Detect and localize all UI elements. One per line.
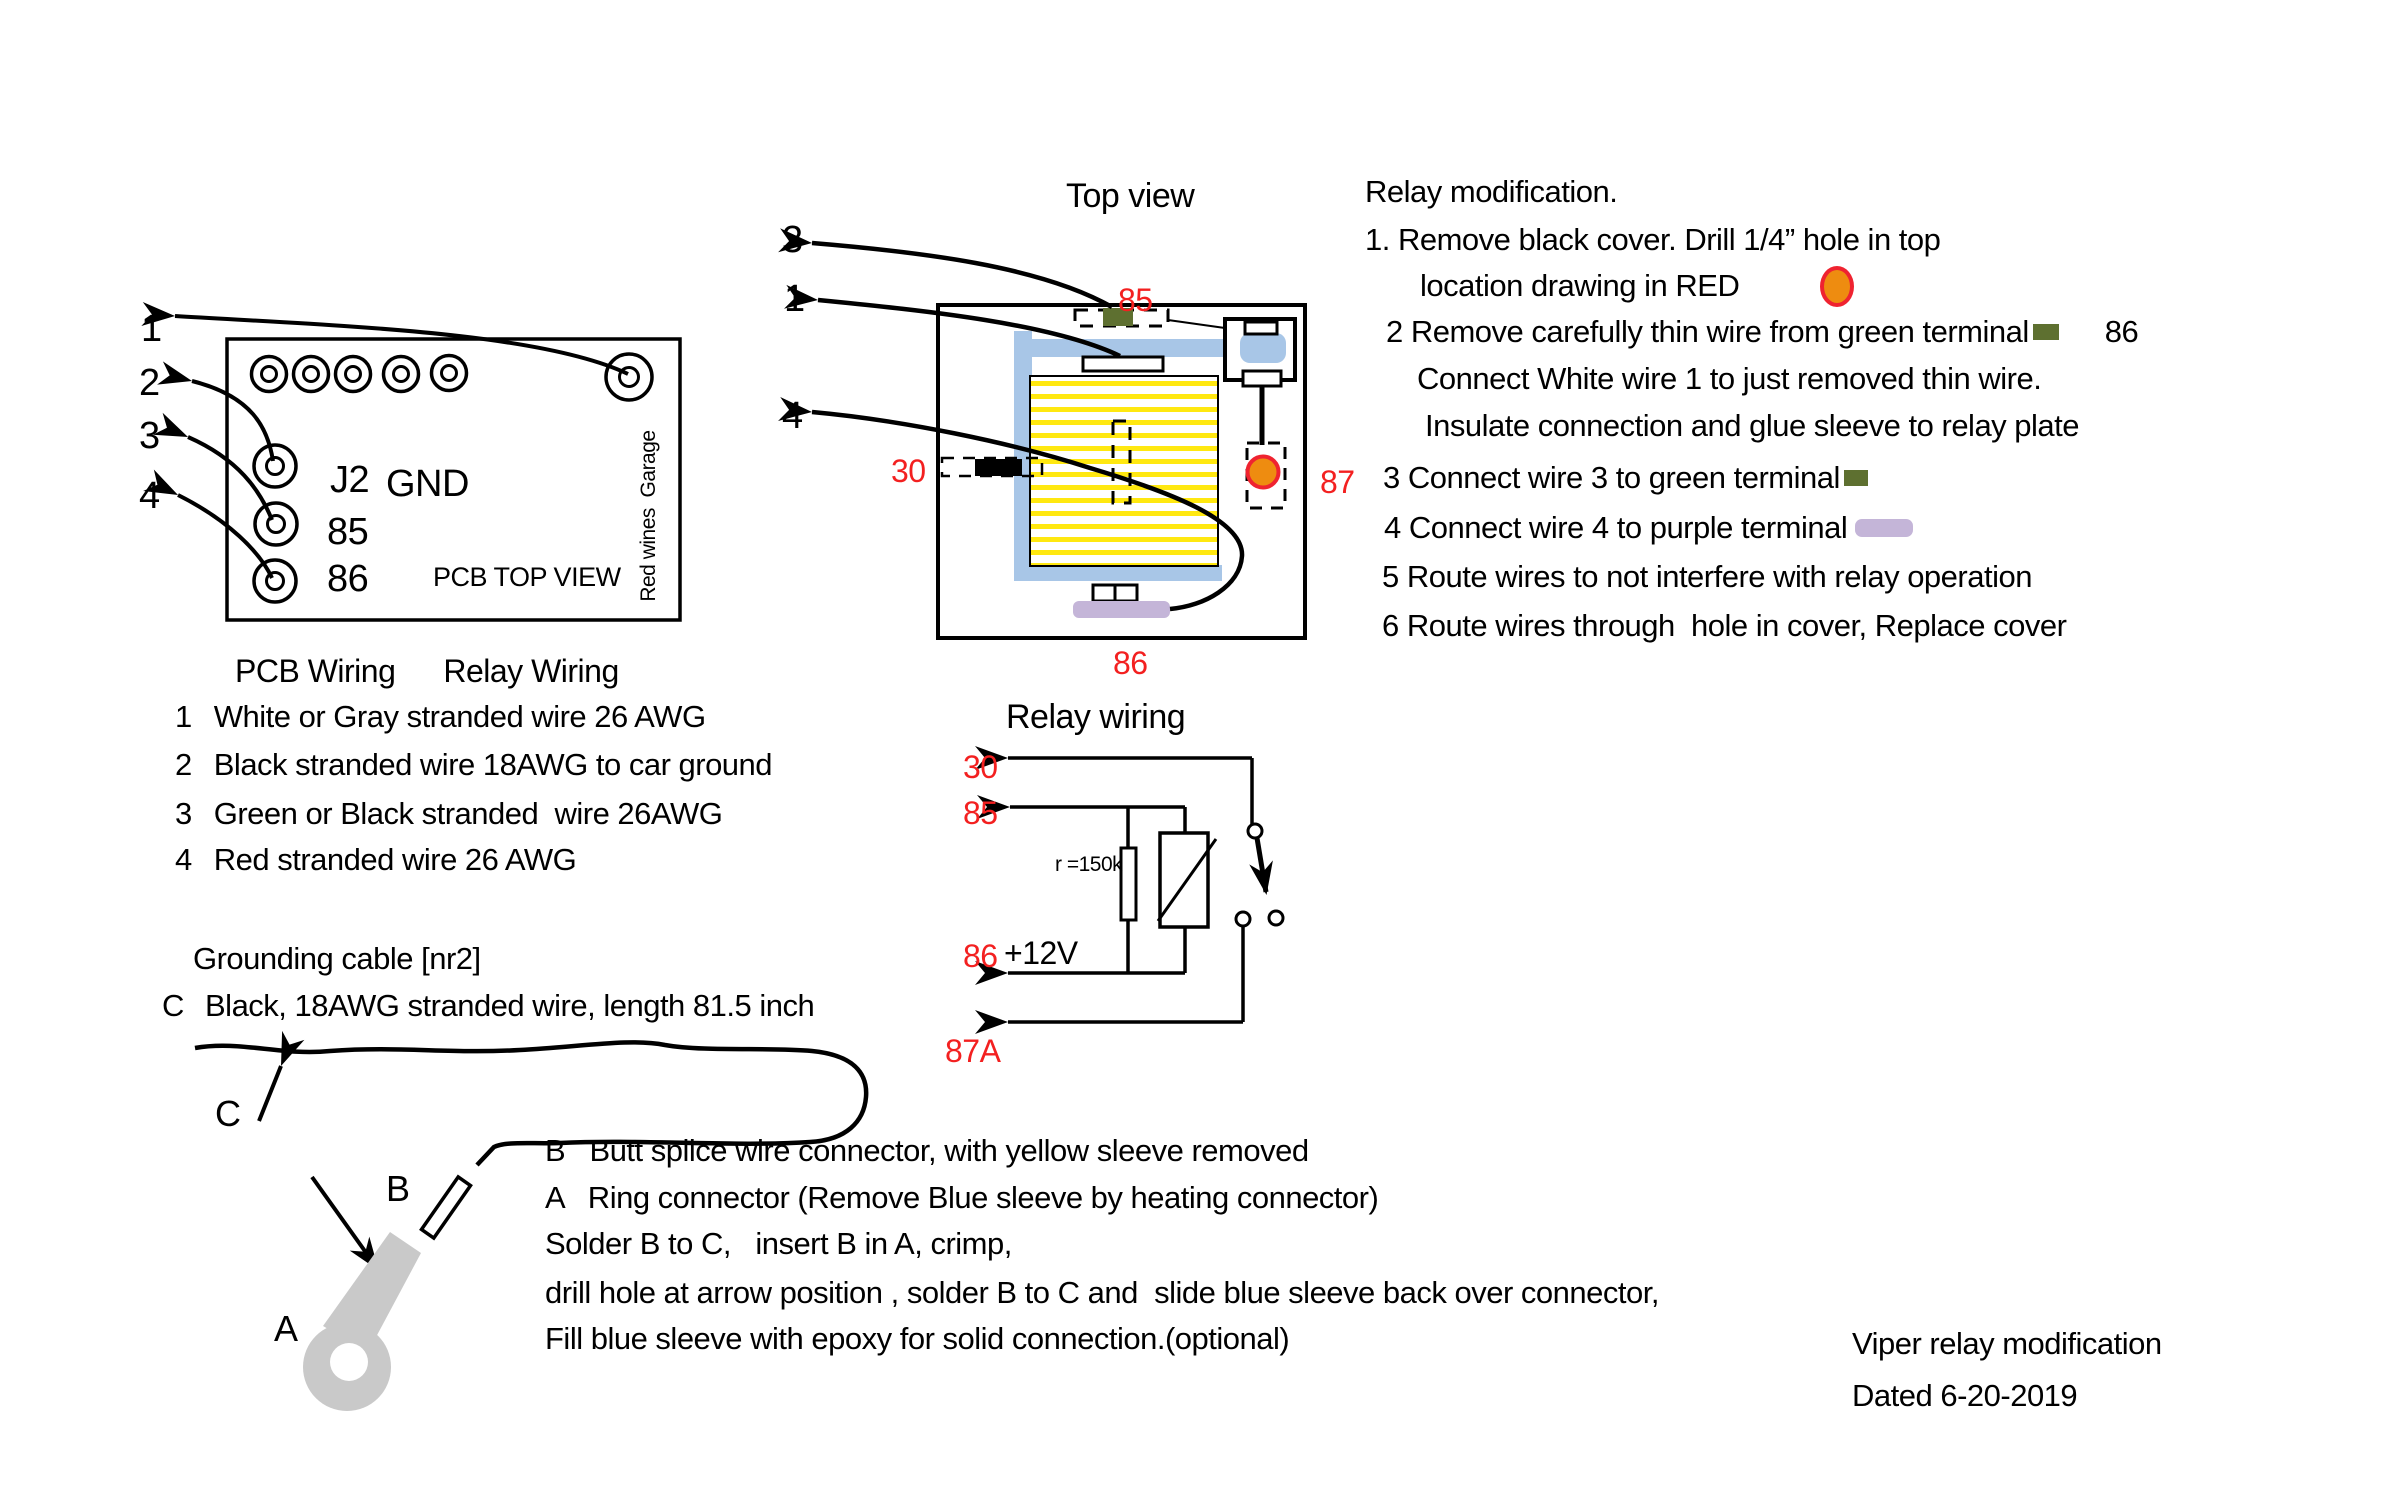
tv-terminal-30-label: 30 [891, 453, 926, 489]
wiring-list-item [175, 749, 772, 782]
instruction-step1: 1. Remove black cover. Drill 1/4” hole in top [1365, 222, 1941, 257]
top-view-diagram [812, 243, 1305, 638]
instruction-step3-text: 3 Connect wire 3 to green terminal [1383, 460, 1840, 495]
pcb-wire-num-2: 2 [139, 362, 160, 404]
schematic-pin-85: 85 [963, 795, 998, 831]
drill-pointer-arrow [312, 1177, 377, 1268]
relay-schematic-title: Relay wiring [1006, 698, 1186, 736]
schematic-supply-label: +12V [1004, 935, 1078, 971]
pcb-caption: PCB TOP VIEW [433, 562, 621, 592]
connector-tab-bottom [1243, 371, 1281, 386]
instruction-step2 [1386, 316, 2138, 349]
wiring-list-header [235, 655, 619, 689]
wire-item-num: 2 [175, 747, 192, 782]
tv-terminal-87-label: 87 [1320, 464, 1355, 500]
pcb-85-label: 85 [327, 511, 369, 553]
wiring-list-item [175, 798, 722, 831]
instruction-step4-text: 4 Connect wire 4 to purple terminal [1384, 510, 1848, 545]
instruction-step1b: location drawing in RED [1420, 268, 1740, 303]
terminal-30-bar [975, 459, 1022, 476]
wiring-list-item [175, 844, 576, 877]
note-ring-connector: A Ring connector (Remove Blue sleeve by heating connector) [545, 1180, 1379, 1215]
relay-schematic-linework [1008, 758, 1283, 1022]
tv-wire3-leader [812, 243, 1112, 307]
connector-tab-top [1245, 322, 1277, 334]
wire-item-text: Black stranded wire 18AWG to car ground [213, 747, 773, 782]
tv-wire-num-4: 4 [782, 395, 803, 437]
orange-drill-hole [1248, 457, 1279, 488]
note-drill: drill hole at arrow position , solder B to C and slide blue sleeve back over connector, [545, 1275, 1659, 1310]
tv-wire-num-1: 1 [784, 278, 805, 320]
pcb-wire-num-3: 3 [139, 415, 160, 457]
wire-item-text: Green or Black stranded wire 26AWG [213, 796, 723, 831]
ring-connector [303, 1232, 421, 1411]
wire-item-text: Red stranded wire 26 AWG [213, 842, 577, 877]
pcb-left-pads [254, 445, 297, 602]
purple-terminal [1073, 601, 1170, 618]
tv-terminal-85-label: 85 [1118, 282, 1153, 318]
resistor-value-label: r =150k [1055, 853, 1123, 876]
grounding-item-letter: C [162, 988, 184, 1023]
instruction-step2-ref: 86 [2104, 314, 2139, 349]
pcb-wire-num-1: 1 [141, 308, 162, 350]
note-fill-epoxy: Fill blue sleeve with epoxy for solid connection.(optional) [545, 1321, 1290, 1356]
footer-date: Dated 6-20-2019 [1852, 1378, 2078, 1413]
wiring-list-header-pcb: PCB Wiring [235, 653, 396, 689]
switch-contact-right [1269, 911, 1283, 925]
grounding-item-text: Black, 18AWG stranded wire, length 81.5 inch [205, 988, 815, 1023]
top-view-title: Top view [1066, 177, 1195, 215]
purple-terminal-swatch [1855, 519, 1913, 537]
pcb-j2-label: J2 [330, 459, 370, 501]
green-terminal-swatch-2 [1844, 470, 1868, 486]
tv-wire-num-3: 3 [782, 219, 803, 261]
diode-box [1160, 833, 1208, 927]
green-terminal-swatch [2033, 324, 2059, 340]
wiring-list-item [175, 701, 706, 734]
ring-label-a: A [274, 1308, 298, 1349]
schematic-pin-30: 30 [963, 749, 998, 785]
splice-label-b: B [386, 1168, 410, 1209]
butt-splice-connector [422, 1177, 471, 1238]
instruction-step2c: Insulate connection and glue sleeve to relay plate [1425, 408, 2080, 443]
c-pointer-arrow [259, 1066, 281, 1121]
instruction-step3 [1383, 462, 1868, 495]
wire-item-num: 1 [175, 699, 192, 734]
blue-blob [1240, 333, 1286, 363]
wire-item-num: 4 [175, 842, 192, 877]
pcb-side-note: Red wines Garage [636, 430, 660, 602]
resistor [1121, 848, 1136, 920]
relay-coil [1030, 376, 1218, 566]
pcb-86-label: 86 [327, 558, 369, 600]
pcb-gnd-label: GND [386, 463, 469, 505]
instruction-step2b: Connect White wire 1 to just removed thin wire. [1417, 361, 2042, 396]
instruction-step4 [1384, 512, 1913, 545]
pcb-wire-num-4: 4 [139, 475, 160, 517]
grounding-title: Grounding cable [nr2] [193, 941, 481, 976]
wire-item-text: White or Gray stranded wire 26 AWG [213, 699, 706, 734]
wiring-list-header-relay: Relay Wiring [443, 653, 619, 689]
footer-title: Viper relay modification [1852, 1326, 2162, 1361]
note-solder: Solder B to C, insert B in A, crimp, [545, 1226, 1012, 1261]
schematic-pin-86: 86 [963, 938, 998, 974]
switch-contact-left [1236, 912, 1250, 926]
tv-terminal-86-label: 86 [1113, 645, 1148, 681]
cable-label-c: C [215, 1093, 241, 1134]
note-butt-splice: B Butt splice wire connector, with yellow sleeve removed [545, 1133, 1309, 1168]
switch-blade [1257, 838, 1266, 892]
instructions-title: Relay modification. [1365, 174, 1618, 209]
drill-hole-legend-icon [1820, 266, 1854, 307]
armature-plate [1083, 357, 1163, 371]
instruction-step5: 5 Route wires to not interfere with relay operation [1382, 559, 2032, 594]
switch-contact-top [1248, 824, 1262, 838]
schematic-pin-87a: 87A [945, 1033, 1001, 1069]
wire-item-num: 3 [175, 796, 192, 831]
instruction-step6: 6 Route wires through hole in cover, Replace cover [1382, 608, 2067, 643]
instruction-step2-text: 2 Remove carefully thin wire from green terminal [1386, 314, 2029, 349]
